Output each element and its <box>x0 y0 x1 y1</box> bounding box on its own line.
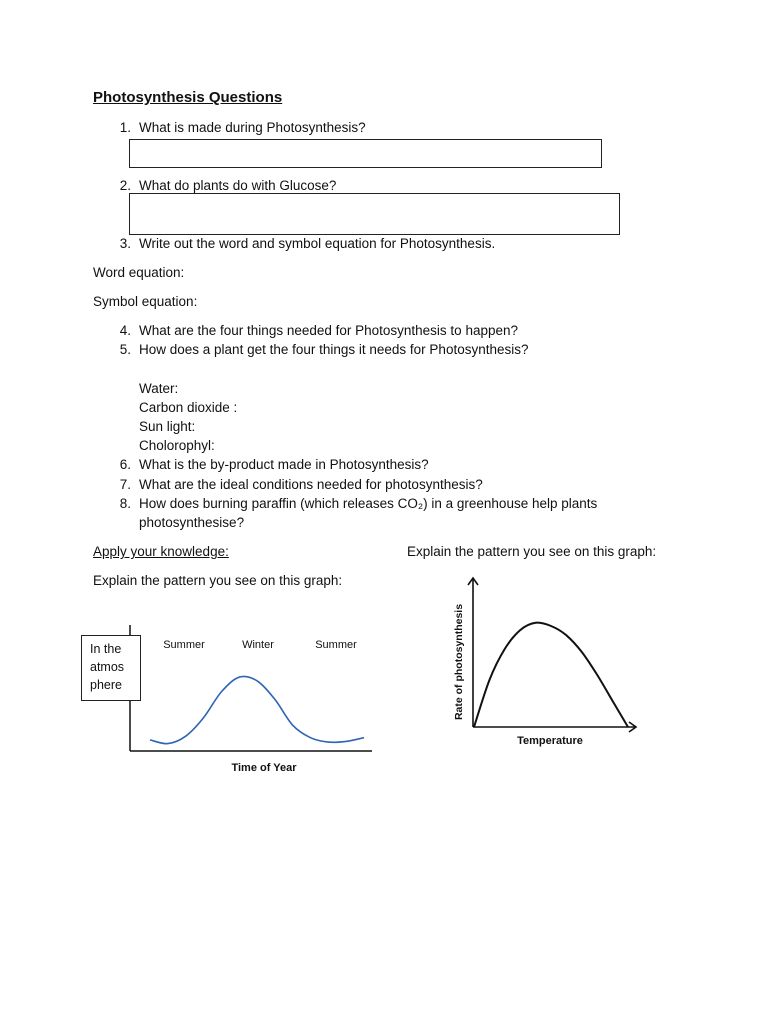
series-line <box>150 676 364 743</box>
need-sun-light: Sun light: <box>139 419 196 434</box>
question-text: What is made during Photosynthesis? <box>139 120 366 135</box>
atmosphere-chart <box>120 615 382 780</box>
word-equation-label: Word equation: <box>93 265 185 280</box>
question-text: What are the four things needed for Photosynthesis to happen? <box>139 323 519 338</box>
y-axis-label: Rate of photosynthesis <box>453 603 465 721</box>
question-text: How does burning paraffin (which releases CO₂) in a greenhouse help plants <box>139 496 598 511</box>
need-chlorophyll: Cholorophyl: <box>139 438 215 453</box>
answer-box-2[interactable] <box>129 193 620 235</box>
question-number: 1. <box>119 120 131 135</box>
question-8-continued: photosynthesise? <box>139 515 245 530</box>
question-5 <box>109 342 529 357</box>
question-6 <box>109 457 429 472</box>
question-number: 5. <box>119 342 131 357</box>
need-carbon-dioxide: Carbon dioxide : <box>139 400 238 415</box>
question-number: 6. <box>119 457 131 472</box>
question-text: What are the ideal conditions needed for photosynthesis? <box>139 477 483 492</box>
season-label-2: Winter <box>242 639 274 651</box>
question-3 <box>109 236 495 251</box>
question-number: 8. <box>119 496 131 511</box>
atmosphere-label-box <box>81 635 141 701</box>
question-1 <box>109 120 366 135</box>
atmosphere-line-1: In the <box>90 642 122 656</box>
question-text: How does a plant get the four things it needs for Photosynthesis? <box>139 342 529 357</box>
question-2 <box>109 178 336 193</box>
question-number: 3. <box>119 236 131 251</box>
question-number: 4. <box>119 323 131 338</box>
symbol-equation-label: Symbol equation: <box>93 294 198 309</box>
question-4 <box>109 323 518 338</box>
atmosphere-line-3: phere <box>90 678 122 692</box>
question-number: 7. <box>119 477 131 492</box>
question-text: What is the by-product made in Photosynthesis? <box>139 457 429 472</box>
atmosphere-line-2: atmos <box>90 660 125 674</box>
question-8 <box>109 496 597 511</box>
explain-right-prompt: Explain the pattern you see on this graph: <box>407 544 657 559</box>
x-axis-label: Time of Year <box>231 762 297 774</box>
series-line <box>474 623 628 727</box>
page-title: Photosynthesis Questions <box>93 89 283 106</box>
need-water: Water: <box>139 381 179 396</box>
season-label-3: Summer <box>315 639 357 651</box>
temperature-chart <box>440 570 650 755</box>
season-label-1: Summer <box>163 639 205 651</box>
question-7 <box>109 477 483 492</box>
question-number: 2. <box>119 178 131 193</box>
question-text: Write out the word and symbol equation for Photosynthesis. <box>139 236 496 251</box>
answer-box-1[interactable] <box>129 139 602 168</box>
explain-left-prompt: Explain the pattern you see on this graph: <box>93 573 343 588</box>
x-axis-label: Temperature <box>517 735 583 747</box>
apply-heading: Apply your knowledge: <box>93 544 229 559</box>
question-text: What do plants do with Glucose? <box>139 178 337 193</box>
